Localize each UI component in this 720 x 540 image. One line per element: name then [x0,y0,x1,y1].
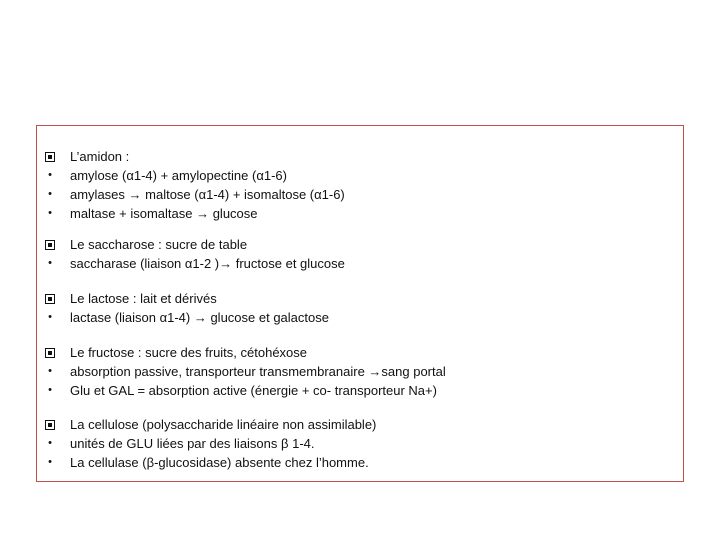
section-heading [37,415,683,434]
list-item [37,362,683,381]
bullet-icon: • [48,169,52,181]
item-text: saccharase (liaison α1-2 )→ fructose et glucose [70,256,345,271]
section-heading [37,289,683,308]
bullet-icon: • [48,207,52,219]
bullet-icon: • [48,437,52,449]
heading-text: Le saccharose : sucre de table [70,237,248,252]
item-text: amylases → maltose (α1-4) + isomaltose (α1-6) [70,187,345,202]
list-item [37,434,683,453]
section-cellulose [37,415,683,472]
item-text: unités de GLU liées par des liaisons β 1-4. [70,436,315,451]
square-bullet-icon [43,415,57,434]
bullet-icon: • [48,188,52,200]
item-text: absorption passive, transporteur transmembranaire →sang portal [70,364,446,379]
section-saccharose [37,235,683,273]
square-bullet-icon [43,289,57,308]
section-heading [37,235,683,254]
square-bullet-icon [43,235,57,254]
section-heading [37,343,683,362]
list-item [37,204,683,223]
heading-text: Le fructose : sucre des fruits, cétohéxose [70,345,308,360]
list-item [37,254,683,273]
list-item [37,185,683,204]
item-text: La cellulase (β-glucosidase) absente chez l’homme. [70,455,369,470]
item-text: lactase (liaison α1-4) → glucose et galactose [70,310,329,325]
heading-text: Le lactose : lait et dérivés [70,291,217,306]
heading-text: La cellulose (polysaccharide linéaire non assimilable) [70,417,377,432]
list-item [37,166,683,185]
section-lactose [37,289,683,327]
list-item [37,381,683,400]
square-bullet-icon [43,147,57,166]
item-text: maltase + isomaltase → glucose [70,206,258,221]
bullet-icon: • [48,384,52,396]
section-heading [37,147,683,166]
bullet-icon: • [48,365,52,377]
list-item [37,453,683,472]
content-box [36,125,684,482]
item-text: amylose (α1-4) + amylopectine (α1-6) [70,168,287,183]
bullet-icon: • [48,257,52,269]
bullet-icon: • [48,456,52,468]
section-amidon [37,147,683,223]
item-text: Glu et GAL = absorption active (énergie + co- transporteur Na+) [70,383,437,398]
square-bullet-icon [43,343,57,362]
bullet-icon: • [48,311,52,323]
list-item [37,308,683,327]
section-fructose [37,343,683,400]
heading-text: L’amidon : [70,149,130,164]
